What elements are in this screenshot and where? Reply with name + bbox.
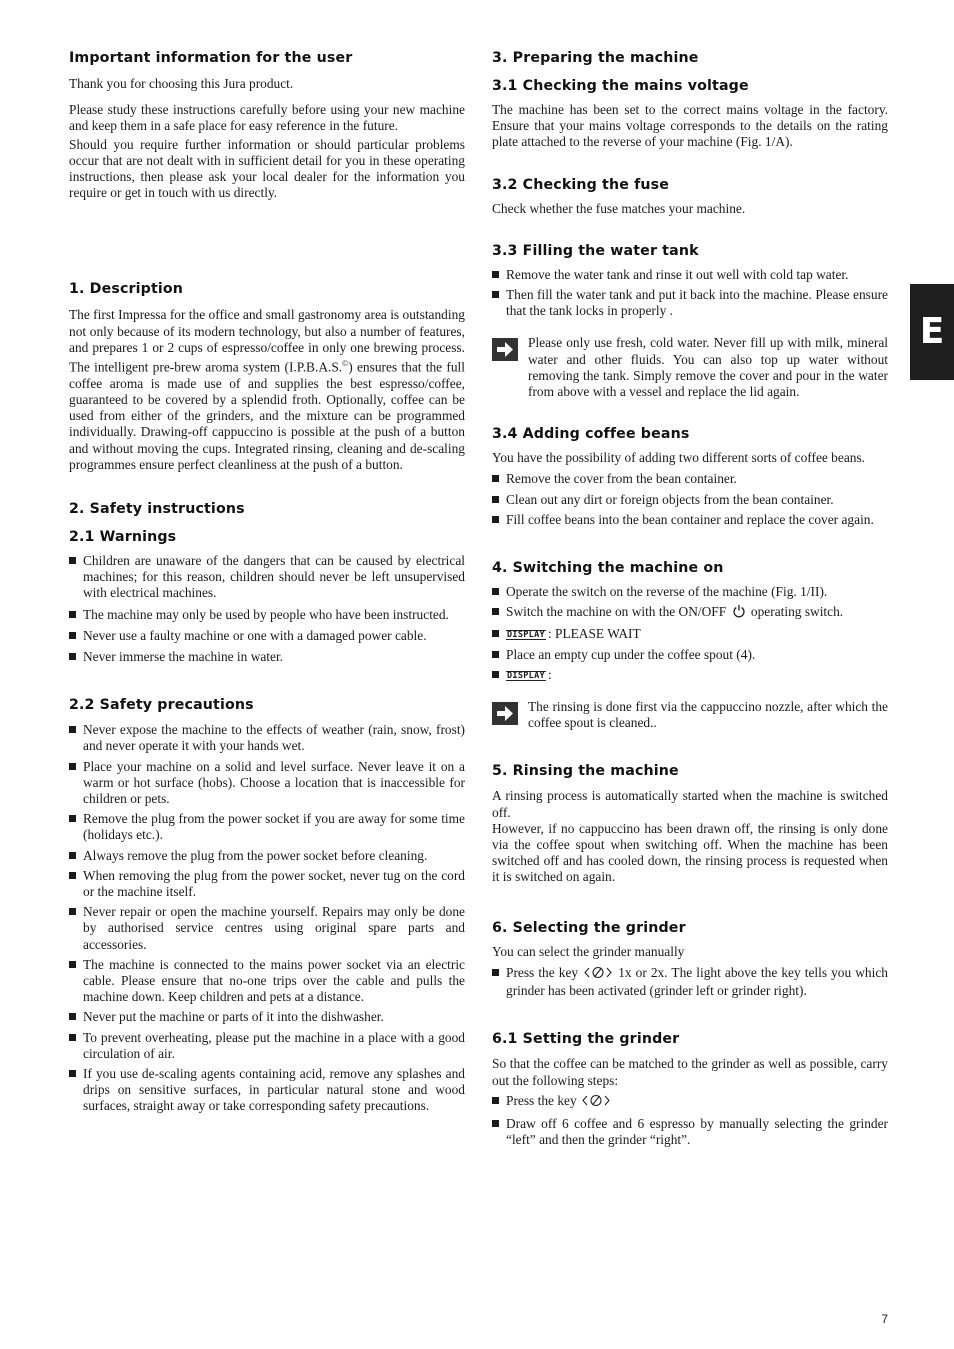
intro-paragraph-3: Should you require further information or should particular problems occur that are not dealt with in sufficient detail for you in these operating instructions, then please ask your local dealer for the information you require or get in touch with us directly. [69,136,465,201]
intro-paragraph-2: Please study these instructions carefully before using your new machine and keep them in a safe place for easy reference in the future. [69,102,465,134]
intro-heading: Important information for the user [69,50,353,66]
fuse-paragraph: Check whether the fuse matches your machine. [492,200,746,216]
bullet-square-icon [492,496,499,503]
list-item: Press the key 1x or 2x. The light above the key tells you which grinder has been activated (grinder left or grinder right). [492,965,888,999]
list-item: Switch the machine on with the ON/OFF operating switch. [492,604,888,622]
bullet-square-icon [69,632,76,639]
water-heading: 3.3 Filling the water tank [492,242,699,259]
section-safety [69,499,465,1115]
bullet-square-icon [492,588,499,595]
bullet-square-icon [492,969,499,976]
bullet-square-icon [69,908,76,915]
list-item: Clean out any dirt or foreign objects from the bean container. [492,492,888,508]
water-note [492,335,888,400]
list-item: Always remove the plug from the power socket before cleaning. [69,848,465,864]
bullet-square-icon [69,815,76,822]
bullet-square-icon [69,852,76,859]
bullet-square-icon [492,671,499,678]
list-item: When removing the plug from the power socket, never tug on the cord or the machine itself. [69,868,465,900]
language-tab [910,284,954,380]
fuse-heading: 3.2 Checking the fuse [492,176,670,193]
preparing-heading: 3. Preparing the machine [492,50,699,66]
display-icon: DISPLAY [507,630,545,641]
section-switching [492,558,888,731]
bullet-square-icon [69,726,76,733]
section-description [69,279,465,473]
setting-grinder-heading: 6.1 Setting the grinder [492,1031,680,1048]
intro-paragraph-1: Thank you for choosing this Jura product. [69,76,294,91]
section-rinsing [492,761,888,885]
arrow-right-icon [492,338,518,361]
list-item: Remove the plug from the power socket if you are away for some time (holidays etc.). [69,811,465,843]
description-text-after: ) ensures that the full coffee aroma is made use of and supplies the best espresso/coffee, guaranteed to be covered by a splendid froth. Optionally, coffee can be used from either of the grinders, and the mixture can be programmed individually. Drawing-off cappuccino is possible at the push of a button and without moving the cups. Integrated rinsing, cleaning and de-scaling programmes ensure perfect cleanliness at the push of a button. [69,359,465,472]
grinder-heading: 6. Selecting the grinder [492,919,686,936]
bullet-square-icon [69,763,76,770]
list-item: Press the key [492,1093,888,1111]
beans-list [492,471,888,528]
switching-heading: 4. Switching the machine on [492,560,724,577]
bullet-square-icon [492,1097,499,1104]
left-column [69,48,465,1115]
safety-heading: 2. Safety instructions [69,500,245,517]
rinsing-paragraph-2: However, if no cappuccino has been drawn off, the rinsing is only done via the coffee spout when switching off. When the machine has been switched off and has cooled down, the rinsing process is requested when it is switched on again. [492,820,888,885]
switching-note-text: The rinsing is done first via the cappuccino nozzle, after which the coffee spout is cleaned.. [528,699,888,731]
bullet-square-icon [492,1120,499,1127]
section-grinder [492,918,888,1149]
grinder-paragraph: You can select the grinder manually [492,943,685,959]
language-tab-letter: E [919,311,945,352]
list-item: The machine is connected to the mains power socket via an electric cable. Please ensure that no-one trips over the cable and pulls the machine down. Keep children and pets at a distance. [69,957,465,1006]
list-item: Remove the cover from the bean container. [492,471,888,487]
list-item: Place your machine on a solid and level surface. Never leave it on a warm or hot surface (hobs). Choose a location that is inaccessible for children or pets. [69,759,465,808]
list-item: DISPLAY : [492,667,888,683]
warnings-heading: 2.1 Warnings [69,528,177,545]
water-note-text: Please only use fresh, cold water. Never fill up with milk, mineral water and other fluids. You can also top up water without removing the tank. Simply remove the cover and pour in the water from above with a vessel and replace the lid again. [528,335,888,400]
list-item: Never repair or open the machine yourself. Repairs may only be done by authorised service centres using original spare parts and accessories. [69,904,465,953]
setting-grinder-paragraph: So that the coffee can be matched to the grinder as well as possible, carry out the following steps: [492,1056,888,1088]
copyright-mark: © [342,359,349,369]
bullet-square-icon [69,557,76,564]
description-paragraph [69,307,465,473]
setting-grinder-list [492,1093,888,1149]
arrow-right-icon [492,702,518,725]
bullet-square-icon [69,961,76,968]
bullet-square-icon [492,271,499,278]
section-preparing [492,48,888,528]
bullet-square-icon [492,608,499,615]
list-item: Fill coffee beans into the bean container and replace the cover again. [492,512,888,528]
voltage-paragraph: The machine has been set to the correct mains voltage in the factory. Ensure that your mains voltage corresponds to the details on the rating plate attached to the reverse of your machine (Fig. 1/A). [492,102,888,150]
power-icon [732,604,746,622]
list-item: Draw off 6 coffee and 6 espresso by manually selecting the grinder “left” and then the grinder “right”. [492,1116,888,1148]
grinder-list [492,965,888,999]
bullet-square-icon [69,1013,76,1020]
page-number: 7 [881,1312,888,1326]
list-item: Children are unaware of the dangers that can be caused by electrical machines; for this reason, children should never be left unsupervised with electrical machines. [69,553,465,602]
voltage-heading: 3.1 Checking the mains voltage [492,78,749,94]
precautions-heading: 2.2 Safety precautions [69,697,254,714]
bullet-square-icon [69,1070,76,1077]
warnings-list [69,553,465,665]
list-item: Then fill the water tank and put it back into the machine. Please ensure that the tank locks in properly . [492,287,888,319]
list-item: Remove the water tank and rinse it out well with cold tap water. [492,267,888,283]
description-text-before: The first Impressa for the office and small gastronomy area is outstanding not only because of its modern technology, but also a number of features, and prepares 1 or 2 cups of espresso/coffee in only one brewing process. The intelligent pre-brew aroma system (I.P.B.A.S. [69,307,465,375]
bullet-square-icon [69,872,76,879]
bullet-square-icon [492,516,499,523]
section-intro [69,48,465,201]
grinder-key-icon [584,966,612,983]
grinder-key-icon [582,1094,610,1111]
beans-paragraph: You have the possibility of adding two different sorts of coffee beans. [492,450,866,466]
bullet-square-icon [69,611,76,618]
list-item: To prevent overheating, please put the machine in a place with a good circulation of air. [69,1030,465,1062]
list-item: Never immerse the machine in water. [69,649,465,665]
precautions-list [69,722,465,1114]
list-item: Operate the switch on the reverse of the machine (Fig. 1/II). [492,584,888,600]
rinsing-paragraph-1: A rinsing process is automatically started when the machine is switched off. [492,788,888,820]
bullet-square-icon [492,630,499,637]
water-list [492,267,888,320]
beans-heading: 3.4 Adding coffee beans [492,426,690,443]
list-item: Never expose the machine to the effects of weather (rain, snow, frost) and never operate it with your hands wet. [69,722,465,754]
description-heading: 1. Description [69,281,184,298]
list-item: Never put the machine or parts of it into the dishwasher. [69,1009,465,1025]
rinsing-heading: 5. Rinsing the machine [492,763,679,780]
bullet-square-icon [69,1034,76,1041]
list-item: Place an empty cup under the coffee spout (4). [492,647,888,663]
list-item: DISPLAY : PLEASE WAIT [492,626,888,642]
right-column [492,48,888,1148]
list-item: The machine may only be used by people who have been instructed. [69,607,465,623]
list-item: If you use de-scaling agents containing acid, remove any splashes and drips on sensitive surfaces, in particular natural stone and wood surfaces, straight away or take corresponding safety precautions. [69,1066,465,1115]
display-icon: DISPLAY [507,670,545,681]
bullet-square-icon [492,291,499,298]
list-item: Never use a faulty machine or one with a damaged power cable. [69,628,465,644]
bullet-square-icon [492,651,499,658]
switching-list [492,584,888,683]
bullet-square-icon [492,475,499,482]
switching-note [492,699,888,731]
bullet-square-icon [69,653,76,660]
